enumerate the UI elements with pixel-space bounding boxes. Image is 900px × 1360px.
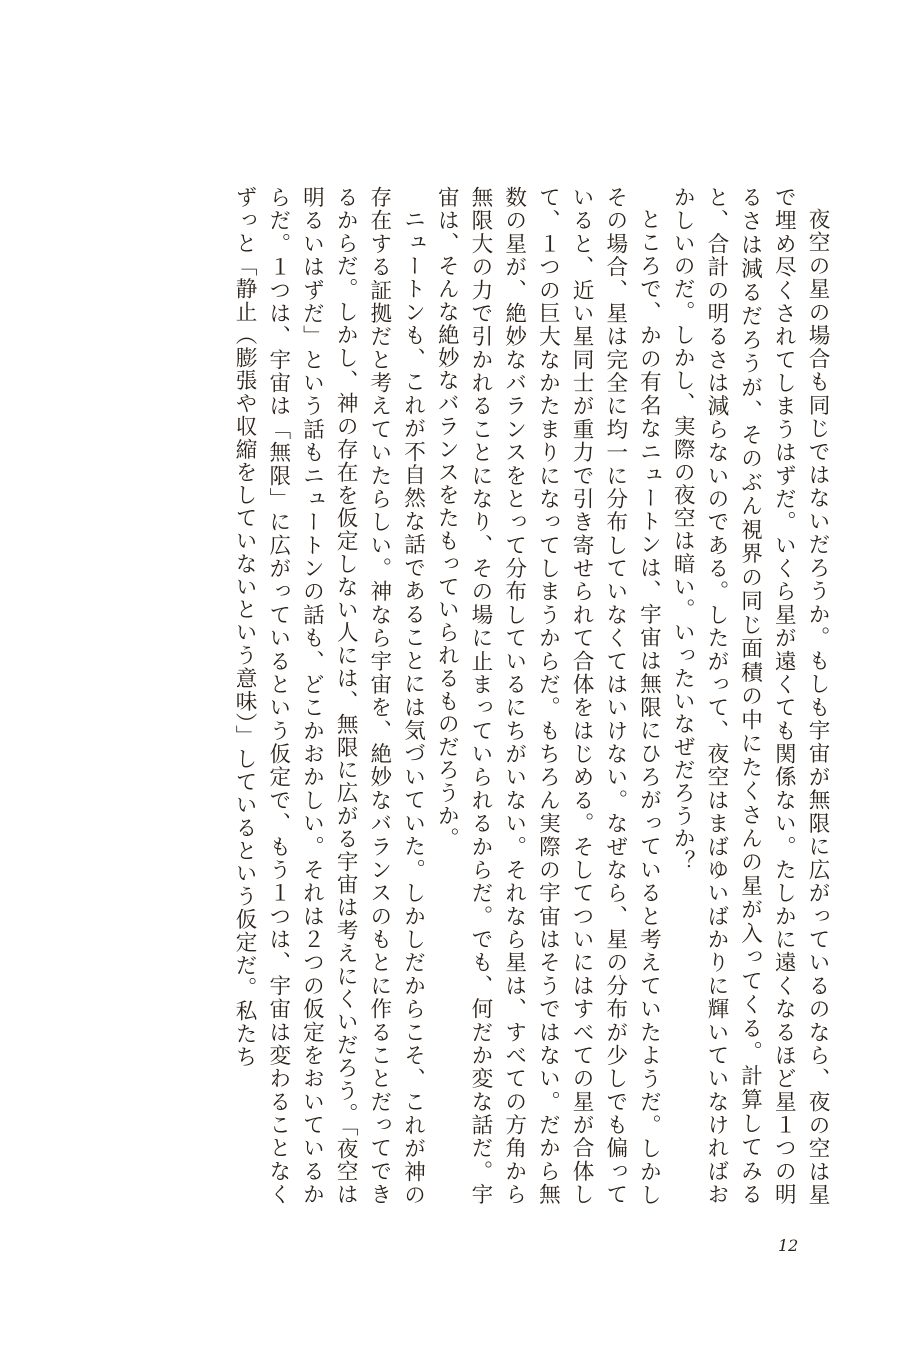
paragraph-newton-universe: ところで、かの有名なニュートンは、宇宙は無限にひろがっていると考えていたようだ。しかしその場合、星は完全に均一に分布していなくてはいけない。なぜなら、星の分布が少しでも偏っていると、近い星同士が重力で引き寄せられて合体をはじめる。そしてついにはすべての星が合体して、１つの巨大なかたまりになってしまうからだ。もちろん実際の宇宙はそうではない。だから無数の星が、絶妙なバランスをとって分布しているにちがいない。それなら星は、すべての方角から無限大の力で引かれることになり、その場に止まっていられるからだ。でも、何だか変な話だ。宇宙は、そんな絶妙なバランスをたもっていられるものだろうか。 xyxy=(434,186,662,1206)
page-number: 12 xyxy=(778,1236,799,1255)
vertical-body-text xyxy=(134,186,834,1206)
paragraph-night-sky: 夜空の星の場合も同じではないだろうか。もしも宇宙が無限に広がっているのなら、夜の空は星で埋め尽くされてしまうはずだ。いくら星が遠くても関係ない。たしかに遠くなるほど星１つの明るさは減るだろうが、そのぶん視界の同じ面積の中にたくさんの星が入ってくる。計算してみると、合計の明るさは減らないのである。したがって、夜空はまばゆいばかりに輝いていなければおかしいのだ。しかし、実際の夜空は暗い。いったいなぜだろうか？ xyxy=(670,186,830,1206)
paragraph-assumptions: ニュートンも、これが不自然な話であることには気づいていた。しかしだからこそ、これが神の存在する証拠だと考えていたらしい。神なら宇宙を、絶妙なバランスのもとに作ることだってできるからだ。しかし、神の存在を仮定しない人には、無限に広がる宇宙は考えにくいだろう。「夜空は明るいはずだ」という話もニュートンの話も、どこかおかしい。それは２つの仮定をおいているからだ。１つは、宇宙は「無限」に広がっているという仮定で、もう１つは、宇宙は変わることなくずっと「静止（膨張や収縮をしていないという意味）」しているという仮定だ。私たち xyxy=(232,186,426,1206)
